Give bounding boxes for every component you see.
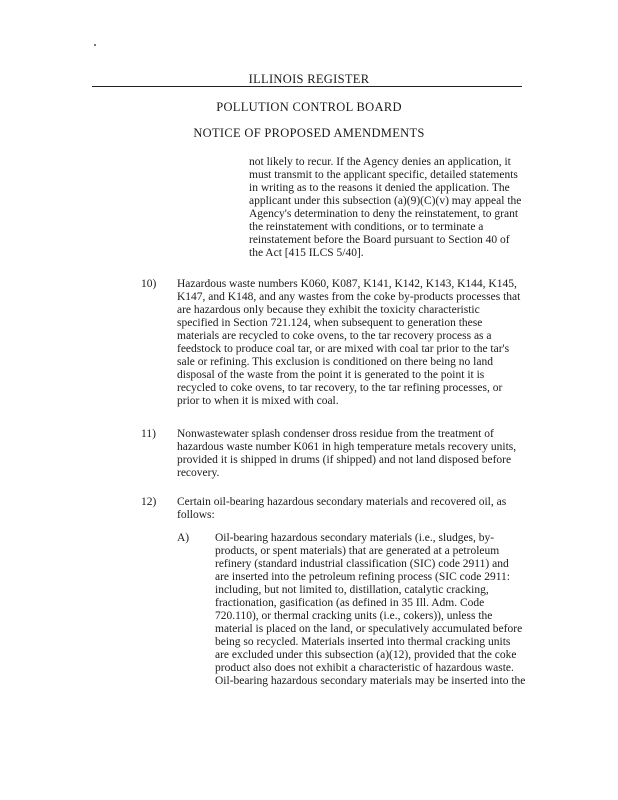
header-rule: [92, 86, 522, 87]
text-line: Certain oil-bearing hazardous secondary materials and recovered oil, as: [177, 496, 507, 508]
text-line: disposal of the waste from the point it is generated to the point it is: [177, 369, 485, 381]
text-line: reinstatement before the Board pursuant to Section 40 of: [249, 234, 510, 246]
text-line: fractionation, gasification (as defined in 35 Ill. Adm. Code: [215, 597, 485, 609]
text-line: not likely to recur. If the Agency denies an application, it: [249, 156, 511, 168]
text-line: 720.110), or thermal cracking units (i.e., cokers)), unless the: [215, 610, 493, 622]
text-line: product also does not exhibit a characteristic of hazardous waste.: [215, 662, 514, 674]
text-line: applicant under this subsection (a)(9)(C)(v) may appeal the: [249, 195, 522, 207]
text-line: K147, and K148, and any wastes from the coke by-products processes that: [177, 291, 521, 303]
text-line: prior to when it is mixed with coal.: [177, 395, 339, 407]
text-line: in writing as to the reasons it denied the application. The: [249, 182, 510, 194]
scan-speck: [94, 44, 96, 46]
text-line: Nonwastewater splash condenser dross residue from the treatment of: [177, 428, 494, 440]
notice-title: NOTICE OF PROPOSED AMENDMENTS: [193, 126, 425, 140]
text-line: Hazardous waste numbers K060, K087, K141, K142, K143, K144, K145,: [177, 278, 517, 290]
item-number: 11): [141, 428, 156, 440]
item-number: A): [177, 532, 190, 544]
text-line: refinery (standard industrial classification (SIC) code 2911) and: [215, 558, 509, 570]
text-line: follows:: [177, 509, 215, 521]
text-line: Oil-bearing hazardous secondary materials (i.e., sludges, by-: [215, 532, 495, 544]
text-line: recovery.: [177, 467, 220, 479]
text-line: specified in Section 721.124, when subsequent to generation these: [177, 317, 483, 329]
item-number: 10): [141, 278, 157, 290]
text-line: including, but not limited to, distillation, catalytic cracking,: [215, 584, 489, 596]
text-line: must transmit to the applicant specific, detailed statements: [249, 169, 518, 181]
text-line: the Act [415 ILCS 5/40].: [249, 247, 364, 259]
text-line: materials are recycled to coke ovens, to the tar recovery process as a: [177, 330, 492, 342]
register-title: ILLINOIS REGISTER: [248, 72, 370, 86]
text-line: material is placed on the land, or speculatively accumulated before: [215, 623, 523, 635]
item-number: 12): [141, 496, 157, 508]
text-line: are inserted into the petroleum refining process (SIC code 2911:: [215, 571, 510, 583]
text-line: provided it is shipped in drums (if shipped) and not land disposed before: [177, 454, 512, 466]
text-line: recycled to coke ovens, to tar recovery, to the tar refining processes, or: [177, 382, 503, 394]
text-line: sale or refining. This exclusion is conditioned on there being no land: [177, 356, 493, 368]
text-line: are excluded under this subsection (a)(12), provided that the coke: [215, 649, 517, 661]
text-line: Oil-bearing hazardous secondary materials may be inserted into the: [215, 675, 526, 687]
text-line: are hazardous only because they exhibit the toxicity characteristic: [177, 304, 480, 316]
text-line: hazardous waste number K061 in high temperature metals recovery units,: [177, 441, 517, 453]
text-line: the reinstatement with conditions, or to terminate a: [249, 221, 484, 233]
board-title: POLLUTION CONTROL BOARD: [216, 100, 402, 114]
text-line: Agency's determination to deny the reinstatement, to grant: [249, 208, 519, 220]
text-line: feedstock to produce coal tar, or are mixed with coal tar prior to the tar's: [177, 343, 510, 355]
text-line: products, or spent materials) that are generated at a petroleum: [215, 545, 500, 557]
text-line: being so recycled. Materials inserted into thermal cracking units: [215, 636, 511, 648]
